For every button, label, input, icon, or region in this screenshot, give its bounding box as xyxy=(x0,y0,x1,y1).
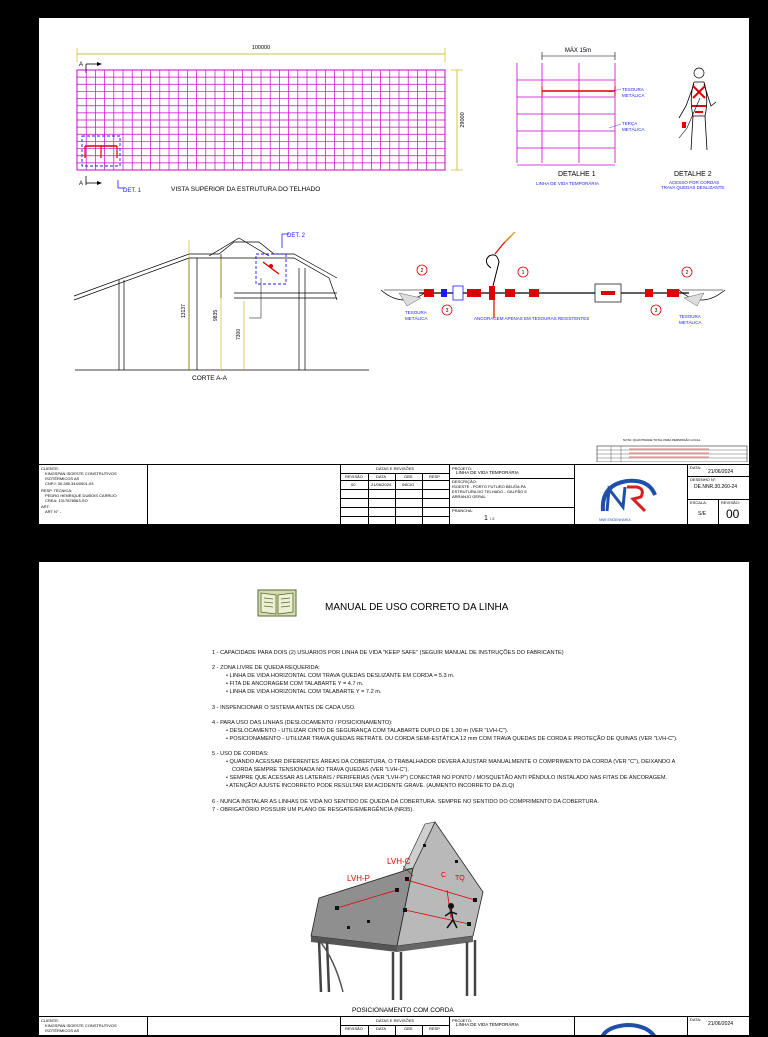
client-cnpj: CNPJ: 30.285.344/0001-93 xyxy=(45,481,94,486)
col-revisao: REVISÃO xyxy=(345,474,363,479)
anchor-tesoura-left: TESOURA xyxy=(405,310,427,315)
resp-crea: CREA: 1317878563-SO xyxy=(45,498,88,503)
manual-title: MANUAL DE USO CORRETO DA LINHA xyxy=(325,602,509,613)
project-label: PROJETO: xyxy=(452,466,472,471)
item-5b: • SEMPRE QUE ACESSAR AS LATERAIS / PERIFERIAS (VER "LVH-P") CONECTAR NO PONTO / MOSQUETÃO ANTI PÊNDULO INSTALADO NAS FITAS DE ANCORAGEM. xyxy=(226,775,668,782)
date-value-2: 21/06/2024 xyxy=(708,1021,734,1027)
roof-label-tq: TQ xyxy=(455,875,465,882)
scale-value: S/E xyxy=(698,511,707,517)
revision-value: 00 xyxy=(726,507,740,521)
item-5a: • QUANDO ACESSAR DIFERENTES ÁREAS DA COBERTURA, O TRABALHADOR DEVERÁ AJUSTAR MANUALMENTE O COMPRIMENTO DA CORDA (VER "C"), DEIXANDO A xyxy=(226,759,676,766)
sheet-1-drawing xyxy=(39,18,749,462)
col-resp-2: RESP xyxy=(429,1026,440,1031)
section-title: CORTE A-A xyxy=(192,375,227,382)
date-label-2: DATA: xyxy=(690,1017,702,1022)
col-resp: RESP xyxy=(429,474,440,479)
plan-height-dimension: 29000 xyxy=(460,112,466,128)
client-cell-2 xyxy=(38,1016,148,1036)
detail1-subtitle: LINHA DE VIDA TEMPORÁRIA xyxy=(536,181,599,186)
client-name-1-2: KINGSPAN ISOESTE CONSTRUTIVOS xyxy=(45,1023,117,1028)
item-7: 7 - OBRIGATÓRIO POSSUIR UM PLANO DE RESGATE/EMERGÊNCIA (NR35). xyxy=(212,806,414,813)
manual-book-icon xyxy=(257,588,297,618)
detail1-metalica: METÁLICA xyxy=(622,93,645,98)
logo-caption: NNR ENGENHARIA xyxy=(599,518,631,522)
info-cell xyxy=(687,464,750,525)
section-dim-2: 9835 xyxy=(213,309,219,321)
project-cell xyxy=(449,464,575,525)
col-obs: OBS xyxy=(404,474,413,479)
section-marker-bottom: A xyxy=(79,181,84,187)
client-cell xyxy=(38,464,148,525)
prancha-total: / 2 xyxy=(490,516,495,521)
art-value: ART N° - xyxy=(45,509,61,514)
anchor-callout-3-right: 3 xyxy=(654,308,658,314)
scale-label: ESCALA: xyxy=(690,500,707,505)
detail1-title: DETALHE 1 xyxy=(558,171,596,178)
item-2b: • FITA DE ANCORAGEM COM TALABARTE Y = 4.7 m. xyxy=(226,681,364,688)
section-dim-3: 7300 xyxy=(236,328,242,340)
art-label: ART: xyxy=(41,504,50,509)
client-name-2: ISOTÉRMICOS AS xyxy=(45,476,80,481)
revision-list xyxy=(597,446,747,462)
section-aa-drawing xyxy=(74,238,369,370)
item-4b: • POSICIONAMENTO - UTILIZAR TRAVA QUEDAS RETRÁTIL OU CORDA SEMI-ESTÁTICA 12 mm COM TRAVA QUEDAS DE CORDA E PROTEÇÃO DE QUINAS (VER "LVH-C"). xyxy=(226,735,678,742)
col-data-2: DATA xyxy=(376,1026,387,1031)
drawing-number: DE.NNR.30.260-24 xyxy=(694,484,738,490)
rev-obs: INÍCIO xyxy=(402,482,415,487)
dates-revisions-cell-2 xyxy=(340,1016,450,1036)
description-3: ARRANJO GERAL xyxy=(452,494,486,499)
roof-label-lvhc: LVH-C xyxy=(387,857,411,866)
detail1-metalica-2: METÁLICA xyxy=(622,127,645,132)
item-4: 4 - PARA USO DAS LINHAS (DESLOCAMENTO / POSICIONAMENTO): xyxy=(212,719,393,726)
col-data: DATA xyxy=(376,474,387,479)
sheet-1-frame xyxy=(38,17,750,525)
drawing-sheet-2 xyxy=(0,544,768,1033)
nnr-logo xyxy=(575,465,687,524)
item-4a: • DESLOCAMENTO - UTILIZAR CINTO DE SEGURANÇA COM TALABARTE DUPLO DE 1.30 m (VER "LVH-C"). xyxy=(226,727,509,734)
description-2: ESTRUTURA DO TELHADO - GALPÃO 5 xyxy=(452,489,527,494)
dates-revisions-cell xyxy=(340,464,450,525)
anchor-metalica-right: METÁLICA xyxy=(679,320,702,325)
project-value: LINHA DE VIDA TEMPORÁRIA xyxy=(456,470,519,475)
anchorage-detail xyxy=(381,232,725,325)
resp-name: PEDRO HENRIQUE DUBOIS CARRIJO xyxy=(45,493,117,498)
blank-cell-2 xyxy=(147,1016,341,1036)
detail2-sub2: TRAVA QUEDAS DESLIZANTE xyxy=(661,185,725,190)
detail1-terca: TERÇA xyxy=(622,121,638,126)
plan-title: VISTA SUPERIOR DA ESTRUTURA DO TELHADO xyxy=(171,186,321,193)
description-label: DESCRIÇÃO: xyxy=(452,479,477,484)
resp-label: RESP. TÉCNICA: xyxy=(41,488,73,493)
anchor-callout-2-right: 2 xyxy=(685,270,689,276)
anchor-callout-3-left: 3 xyxy=(445,308,449,314)
revision-label: REVISÃO: xyxy=(721,500,740,505)
title-block-1 xyxy=(38,464,750,526)
item-2: 2 - ZONA LIVRE DE QUEDA REQUERIDA: xyxy=(212,665,320,672)
detail-2-drawing xyxy=(661,68,724,190)
project-label-2: PROJETO: xyxy=(452,1018,472,1023)
client-label-2: CLIENTE: xyxy=(41,1018,60,1023)
logo-cell-2 xyxy=(574,1016,688,1036)
drawing-number-label: DESENHO N°: xyxy=(690,477,717,482)
det1-tag: DET. 1 xyxy=(123,188,142,194)
client-label: CLIENTE: xyxy=(41,466,60,471)
section-dim-1: 13137 xyxy=(181,304,187,318)
client-name-2-2: ISOTÉRMICOS AS xyxy=(45,1028,80,1033)
detail2-title: DETALHE 2 xyxy=(674,171,712,178)
rev-date: 21/06/2024 xyxy=(371,482,392,487)
item-2a: • LINHA DE VIDA HORIZONTAL COM TRAVA QUEDAS DESLIZANTE EM CORDA = 5.3 m. xyxy=(226,673,455,680)
dates-title-2: DATAS E REVISÕES xyxy=(375,1018,415,1023)
det2-tag: DET. 2 xyxy=(287,233,306,239)
roof-rope-illustration xyxy=(307,820,547,1000)
rev-num: 00 xyxy=(351,482,356,487)
anchor-tesoura-right: TESOURA xyxy=(679,314,701,319)
anchor-callout-2-left: 2 xyxy=(420,268,424,274)
detail1-max-label: MÁX 15m xyxy=(564,48,592,54)
roof-label-c: C xyxy=(441,872,447,879)
item-1: 1 - CAPACIDADE PARA DOIS (2) USUÁRIOS POR LINHA DE VIDA "KEEP SAFE" (SEGUIR MANUAL DE INSTRUÇÕES DO FABRICANTE) xyxy=(212,650,564,656)
detail2-sub1: ACESSO POR CORDAS xyxy=(669,180,720,185)
illustration-caption: POSICIONAMENTO COM CORDA xyxy=(352,1007,454,1014)
project-cell-2 xyxy=(449,1016,575,1036)
roof-plan-view xyxy=(77,45,466,194)
description-1: ISOESTE - PORTO FUTURO BELÉM-PA xyxy=(452,484,526,489)
project-value-2: LINHA DE VIDA TEMPORÁRIA xyxy=(456,1022,519,1027)
item-5: 5 - USO DE CORDAS: xyxy=(212,750,269,757)
anchor-note: ANCORAGEM APENAS EM TESOURAS RESISTENTES xyxy=(474,316,590,321)
blank-cell xyxy=(147,464,341,525)
col-obs-2: OBS xyxy=(404,1026,413,1031)
sheet-2-frame xyxy=(38,561,750,1031)
item-5a-cont: CORDA SEMPRE TENSIONADA NO TRAVA QUEDAS (VER "LVH-C"). xyxy=(232,767,409,774)
anchor-metalica-left: METÁLICA xyxy=(405,316,428,321)
date-value: 21/06/2024 xyxy=(708,469,734,475)
section-marker-top: A xyxy=(79,62,84,68)
roof-label-lvhp: LVH-P xyxy=(347,874,370,883)
logo-cell xyxy=(574,464,688,525)
section-dimensions xyxy=(181,233,306,382)
detail1-tesoura: TESOURA xyxy=(622,87,644,92)
nnr-logo-2 xyxy=(575,1017,687,1036)
small-note: NOTA: QUANTIDADE TOTAL PARA PERMISSÃO LOCAL xyxy=(623,438,701,442)
prancha-label: PRANCHA: xyxy=(452,508,473,513)
title-block-2 xyxy=(38,1016,750,1036)
col-revisao-2: REVISÃO xyxy=(345,1026,363,1031)
info-cell-2 xyxy=(687,1016,750,1036)
item-3: 3 - INSPENCIONAR O SISTEMA ANTES DE CADA USO. xyxy=(212,704,356,711)
client-name-1: KINGSPAN ISOESTE CONSTRUTIVOS xyxy=(45,471,117,476)
item-6: 6 - NUNCA INSTALAR AS LINHAS DE VIDA NO SENTIDO DE QUEDA DA COBERTURA. SEMPRE NO SENTIDO DO COMPRIMENTO DA COBERTURA. xyxy=(212,798,599,805)
item-2c: • LINHA DE VIDA HORIZONTAL COM TALABARTE Y = 7.2 m. xyxy=(226,689,382,696)
date-label: DATA: xyxy=(690,465,702,470)
plan-width-dimension: 100000 xyxy=(251,45,271,51)
manual-instructions xyxy=(212,649,768,814)
anchor-callout-1: 1 xyxy=(521,270,525,276)
prancha-value: 1 xyxy=(484,515,488,522)
item-5c: • ATENÇÃO! AJUSTE INCORRETO PODE RESULTAR EM ACIDENTE GRAVE. (AUMENTO INCORRETO DA ZLQ) xyxy=(226,783,515,790)
detail-1-drawing xyxy=(517,47,645,186)
dates-title: DATAS E REVISÕES xyxy=(375,466,415,471)
